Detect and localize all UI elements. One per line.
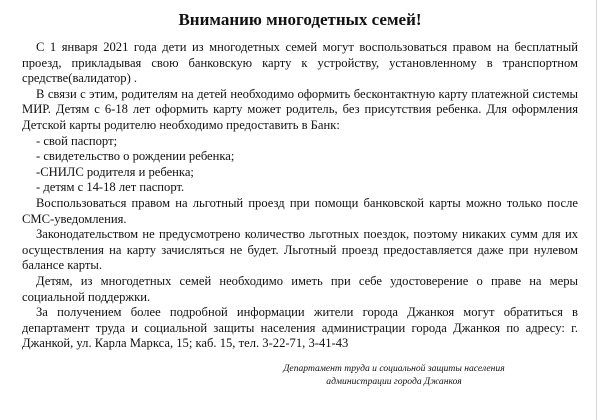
paragraph-sms-notice: Воспользоваться правом на льготный проезд при помощи банковской карты можно только после СМС-уведомления. bbox=[22, 195, 578, 226]
paragraph-certificate: Детям, из многодетных семей необходимо иметь при себе удостоверение о праве на меры социальной поддержки. bbox=[22, 273, 578, 304]
signature-line: администрации города Джанкоя bbox=[326, 375, 462, 387]
required-documents-list bbox=[22, 134, 578, 196]
list-item: -СНИЛС родителя и ребенка; bbox=[36, 164, 194, 179]
notice-title: Вниманию многодетных семей! bbox=[178, 10, 422, 29]
signature-block bbox=[270, 363, 518, 388]
signature-line: Департамент труда и социальной защиты населения bbox=[283, 363, 505, 374]
list-item: - детям с 14-18 лет паспорт. bbox=[36, 180, 185, 195]
paragraph-card-requirements: В связи с этим, родителям на детей необходимо оформить бесконтактную карту платежной системы МИР. Детям с 6-18 лет оформить карту может родитель, без присутствия ребенка. Для оформления Детской карты родителю необходимо предоставить в Банк: bbox=[22, 86, 578, 132]
list-item: - свидетельство о рождении ребенка; bbox=[36, 149, 235, 164]
list-item: - свой паспорт; bbox=[36, 133, 118, 148]
paragraph-contact-info: За получением более подробной информации жители города Джанкоя могут обратиться в департамент труда и социальной защиты населения администрации города Джанкоя по адресу: г. Джанкой, ул. Карла Маркса, 15; каб. 15, тел. 3-22-71, 3-41-43 bbox=[22, 305, 578, 351]
paragraph-unlimited-trips: Законодательством не предусмотрено количество льготных поездок, поэтому никаких сумм для их осуществления на карту зачисляться не будет. Льготный проезд предоставляется даже при нулевом балансе карты. bbox=[22, 227, 578, 273]
notice-body bbox=[22, 40, 578, 352]
paragraph-free-travel: С 1 января 2021 года дети из многодетных семей могут воспользоваться правом на бесплатный проезд, прикладывая свою банковскую карту к устройству, установленному в транспортном средстве(валидатор) . bbox=[22, 40, 578, 86]
